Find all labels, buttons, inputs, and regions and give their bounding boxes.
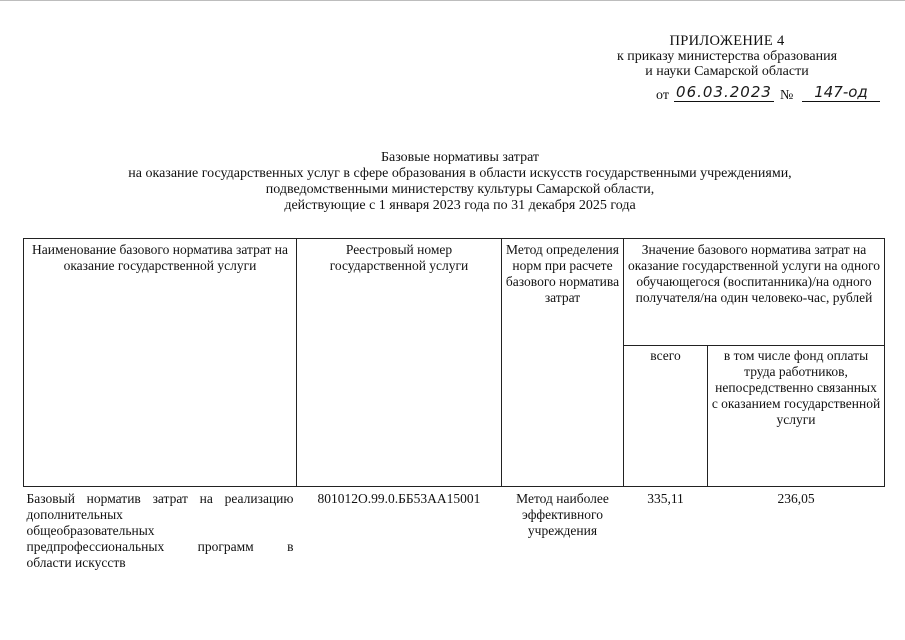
row-name-line-3: области искусств (26, 555, 126, 570)
row-registry-cell: 801012О.99.0.ББ53АА15001 (317, 491, 481, 506)
order-from-label: от (656, 88, 669, 103)
order-date: 06.03.2023 (674, 83, 774, 102)
title-line-1: Базовые нормативы затрат (380, 150, 540, 165)
row-total-cell: 335,11 (647, 491, 684, 506)
row-name-cell (24, 487, 297, 572)
header-total-cell: всего (624, 346, 708, 487)
document-title (60, 150, 860, 214)
row-payroll-cell: 236,05 (777, 491, 815, 506)
header-value-cell: Значение базового норматива затрат на оказание государственной услуги на одного обучающегося (воспитанника)/на одного получателя/на один человеко-час, рублей (624, 239, 885, 346)
title-line-2: на оказание государственных услуг в сфере образования в области искусств государственными учреждениями, (128, 166, 792, 181)
header-registry-cell: Реестровый номер государственной услуги (297, 239, 502, 487)
row-name-line-1: Базовый норматив затрат на реализацию дополнительных (26, 491, 294, 522)
row-method-cell: Метод наиболее эффективного учреждения (516, 491, 609, 538)
table-header-row (24, 239, 885, 346)
header-name-cell: Наименование базового норматива затрат на оказание государственной услуги (24, 239, 297, 487)
header-payroll-cell: в том числе фонд оплаты труда работников, непосредственно связанных с оказанием государственной услуги (708, 346, 885, 487)
norms-table (23, 238, 885, 571)
row-name-line-2: общеобразовательных предпрофессиональных программ в (26, 523, 294, 554)
order-number: 147-од (802, 83, 880, 102)
header-method-cell: Метод определения норм при расчете базового норматива затрат (502, 239, 624, 487)
title-line-4: действующие с 1 января 2023 года по 31 декабря 2025 года (284, 198, 636, 213)
table-row (24, 487, 885, 572)
order-reference (656, 83, 886, 108)
appendix-line-2: и науки Самарской области (645, 64, 809, 79)
title-line-3: подведомственными министерству культуры Самарской области, (265, 182, 655, 197)
appendix-line-1: к приказу министерства образования (616, 49, 838, 64)
appendix-header (597, 34, 857, 79)
top-border-line (0, 0, 905, 1)
appendix-title: ПРИЛОЖЕНИЕ 4 (669, 33, 785, 49)
order-number-label: № (780, 88, 794, 103)
